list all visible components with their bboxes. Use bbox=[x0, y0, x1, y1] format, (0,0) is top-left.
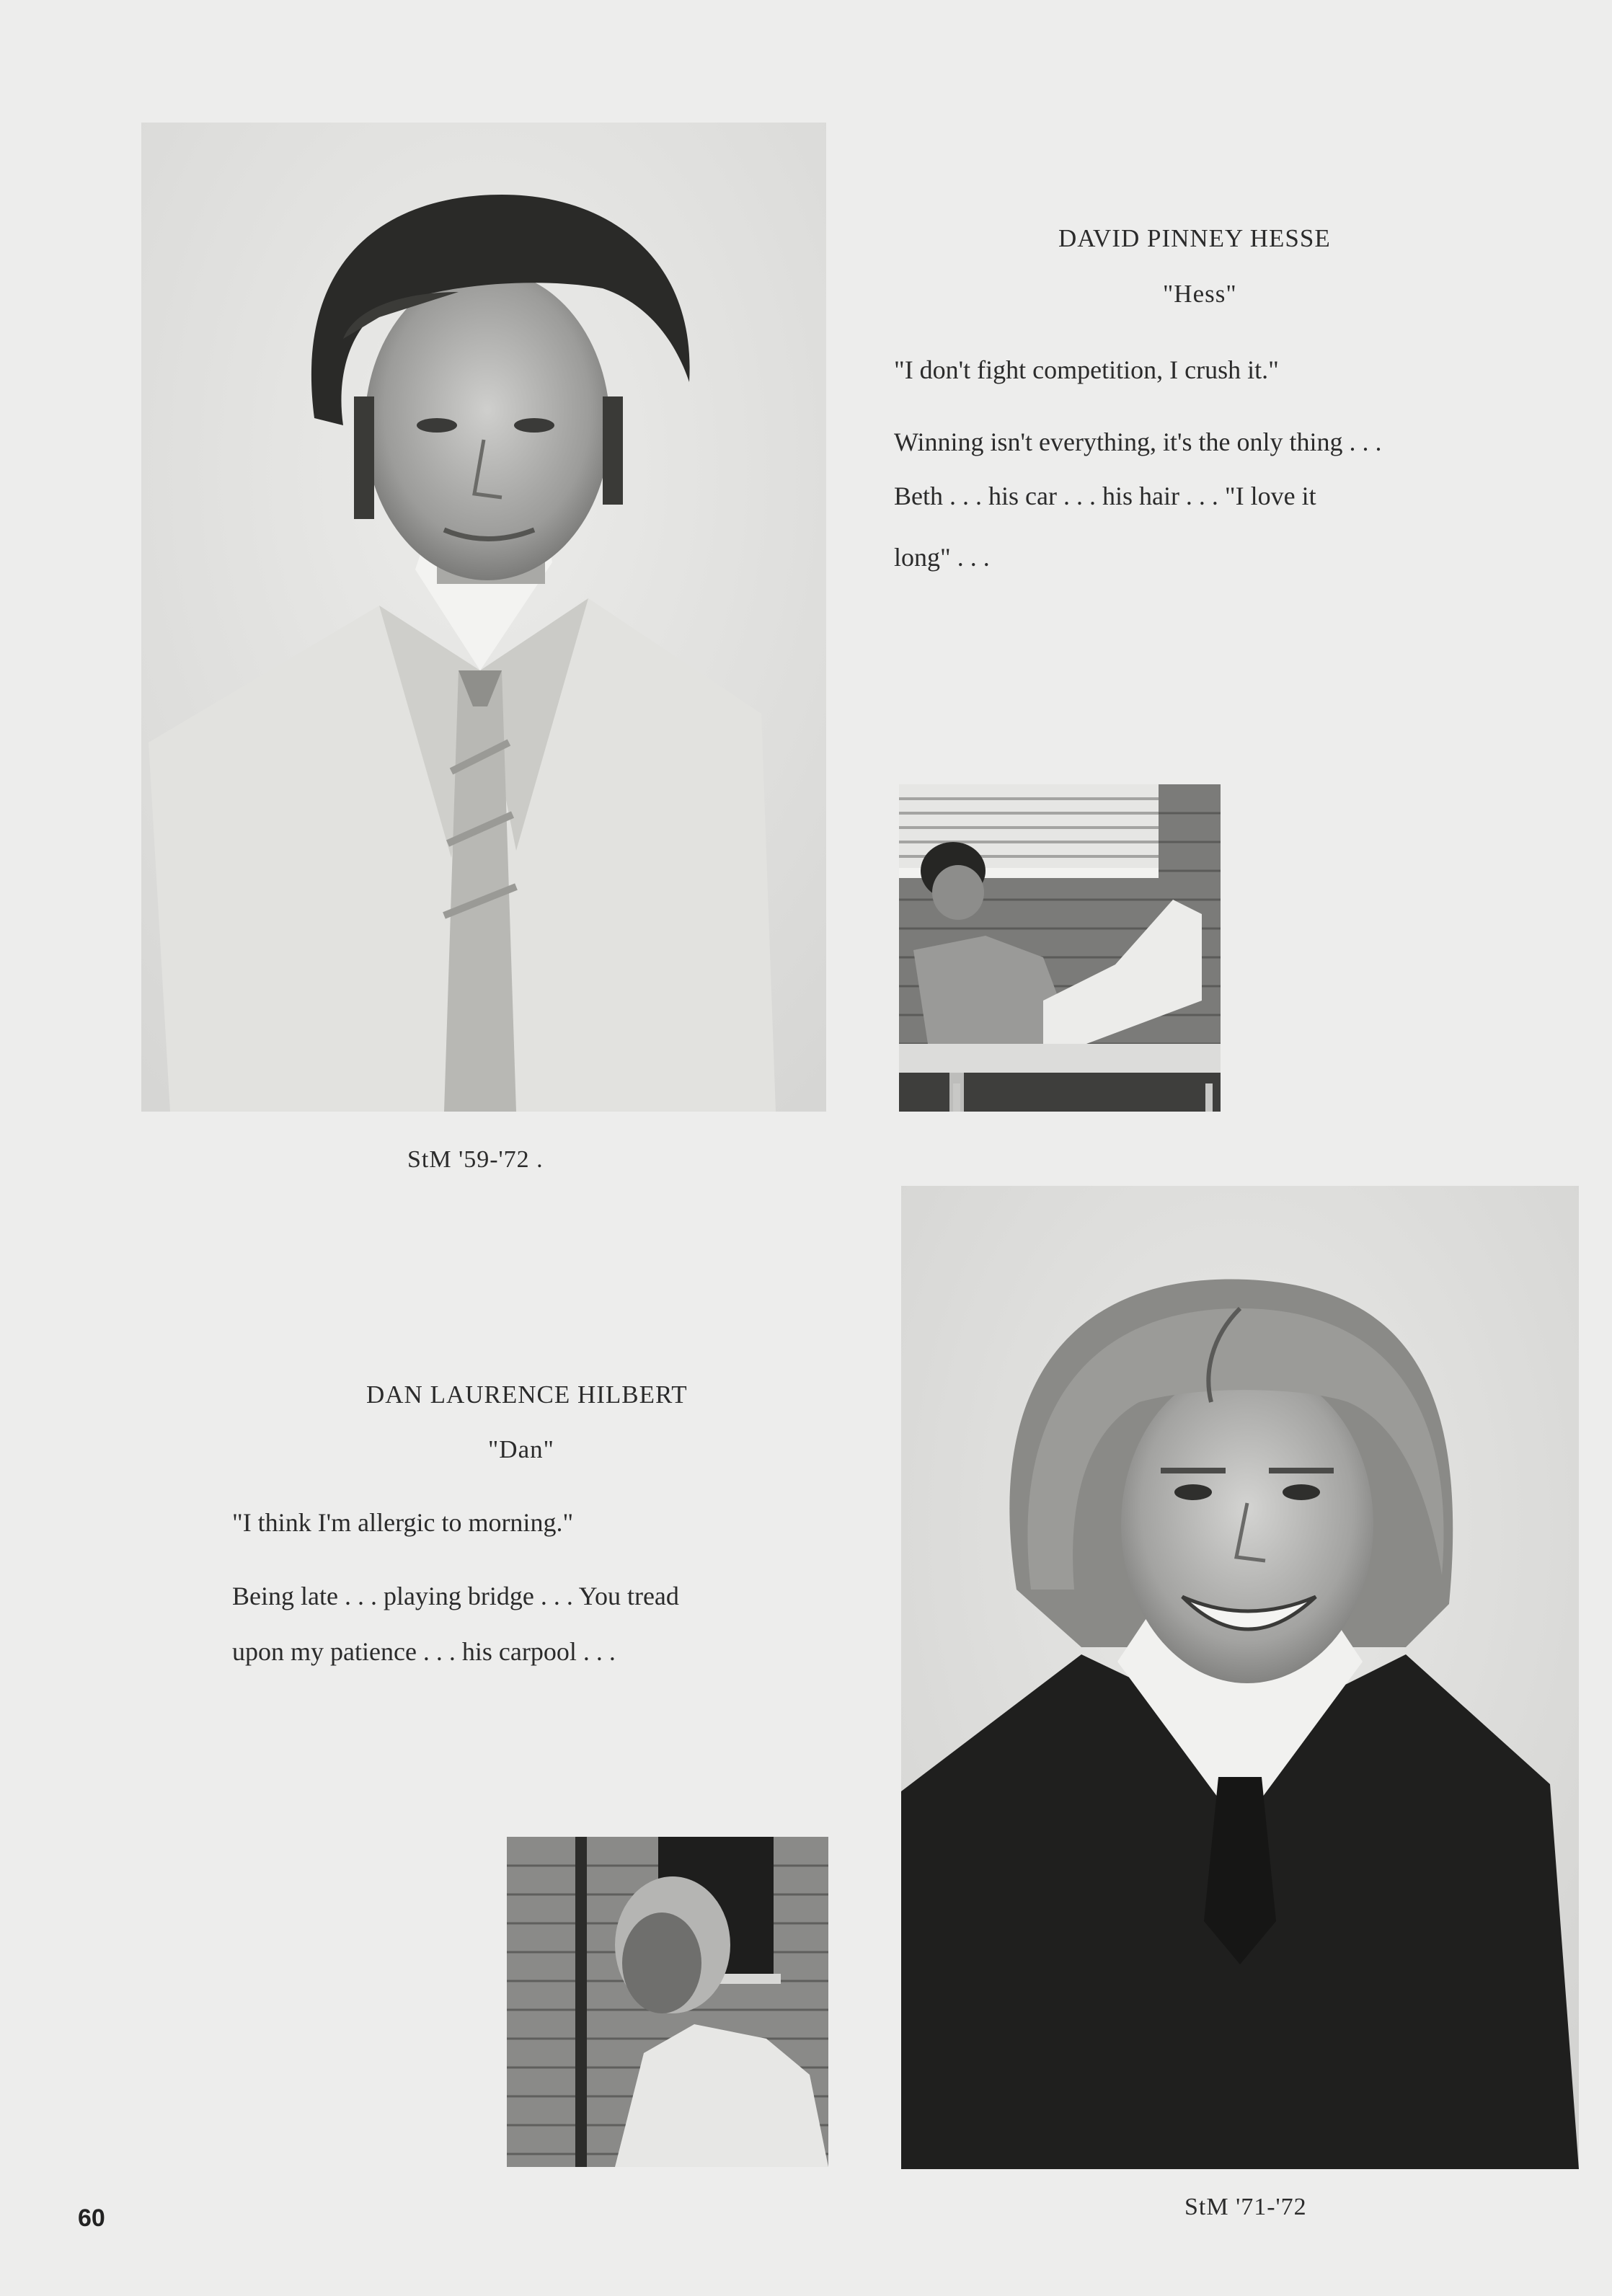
hesse-portrait-photo bbox=[141, 123, 826, 1112]
hesse-name: DAVID PINNEY HESSE bbox=[1058, 224, 1331, 252]
hesse-remark-line-1: Winning isn't everything, it's the only thing . . . bbox=[894, 427, 1382, 456]
hesse-quote: "I don't fight competition, I crush it." bbox=[894, 355, 1279, 384]
hesse-nickname: "Hess" bbox=[1163, 280, 1237, 308]
page-number: 60 bbox=[78, 2204, 105, 2232]
hilbert-nickname: "Dan" bbox=[488, 1435, 554, 1463]
hilbert-portrait-photo bbox=[901, 1186, 1579, 2169]
hesse-candid-photo bbox=[899, 784, 1221, 1112]
hilbert-candid-photo bbox=[507, 1837, 828, 2167]
hesse-remark-line-3: long" . . . bbox=[894, 543, 990, 572]
hilbert-remark-line-1: Being late . . . playing bridge . . . You tread bbox=[232, 1582, 679, 1610]
hilbert-quote: "I think I'm allergic to morning." bbox=[232, 1508, 574, 1537]
hilbert-remark-line-2: upon my patience . . . his carpool . . . bbox=[232, 1637, 616, 1666]
hesse-years: StM '59-'72 . bbox=[407, 1146, 544, 1173]
hilbert-years: StM '71-'72 bbox=[1184, 2194, 1307, 2220]
hesse-remark-line-2: Beth . . . his car . . . his hair . . . "I love it bbox=[894, 482, 1316, 510]
hilbert-name: DAN LAURENCE HILBERT bbox=[366, 1380, 688, 1409]
